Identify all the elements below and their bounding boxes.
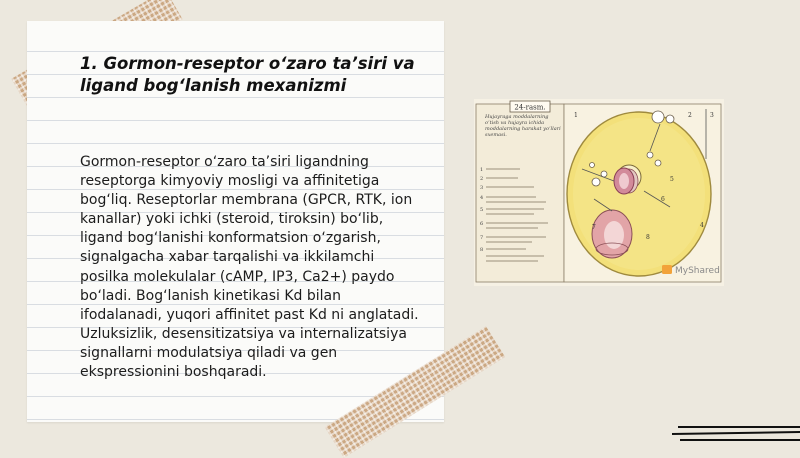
svg-text:1: 1 — [574, 112, 578, 119]
legend-number-list — [480, 167, 483, 253]
svg-text:5: 5 — [670, 176, 674, 183]
legend-number-6: 6 — [480, 221, 484, 227]
legend-number-8: 8 — [480, 247, 484, 253]
cell-diagram-image — [474, 99, 724, 286]
legend-number-7: 7 — [480, 235, 484, 241]
myshared-logo-icon — [662, 265, 672, 274]
figure-header: 24-rasm. — [514, 103, 546, 112]
slide-title: 1. Gormon-reseptor o‘zaro ta’siri va ligand bog‘lanish mexanizmi — [80, 54, 415, 95]
svg-text:6: 6 — [661, 196, 665, 203]
cell-diagram-svg — [474, 99, 724, 286]
svg-text:8: 8 — [646, 234, 650, 241]
figure-caption-holder — [485, 114, 561, 156]
legend-number-3: 3 — [480, 185, 484, 191]
svg-text:7: 7 — [592, 224, 596, 231]
legend-number-4: 4 — [480, 195, 484, 201]
decorative-lines — [670, 418, 800, 450]
legend-number-1: 1 — [480, 167, 484, 173]
legend-number-5: 5 — [480, 207, 484, 213]
slide-body-text: Gormon-reseptor o‘zaro ta’siri ligandning reseptorga kimyoviy mosligi va affinitetiga bog‘liq. Reseptorlar membrana (GPCR, RTK, ion kanallar) yoki ichki (steroid, tiroksin) bo‘lib, ligand bog‘lanishi konformatsion o‘zgarish, signalgacha xabar tarqalishi va ikkilamchi posilka molekulalar (cAMP, IP3, Ca2+) paydo bo‘ladi. Bog‘lanish kinetikasi Kd bilan ifodalanadi, yuqori affinitet past Kd ni anglatadi. Uzluksizlik, desensitizatsiya va internalizatsiya signallarni modulatsiya qiladi va gen ekspressionini boshqaradi. — [80, 154, 419, 381]
svg-text:3: 3 — [710, 112, 714, 119]
watermark-text: MyShared — [675, 266, 720, 276]
figure-caption: Hujayraga moddalarning o‘tish va hujayra ichida moddalarning harakat yo‘llari sxemasi. — [485, 114, 561, 138]
svg-text:4: 4 — [700, 222, 704, 229]
legend-number-2: 2 — [480, 176, 484, 182]
svg-text:2: 2 — [688, 112, 692, 119]
